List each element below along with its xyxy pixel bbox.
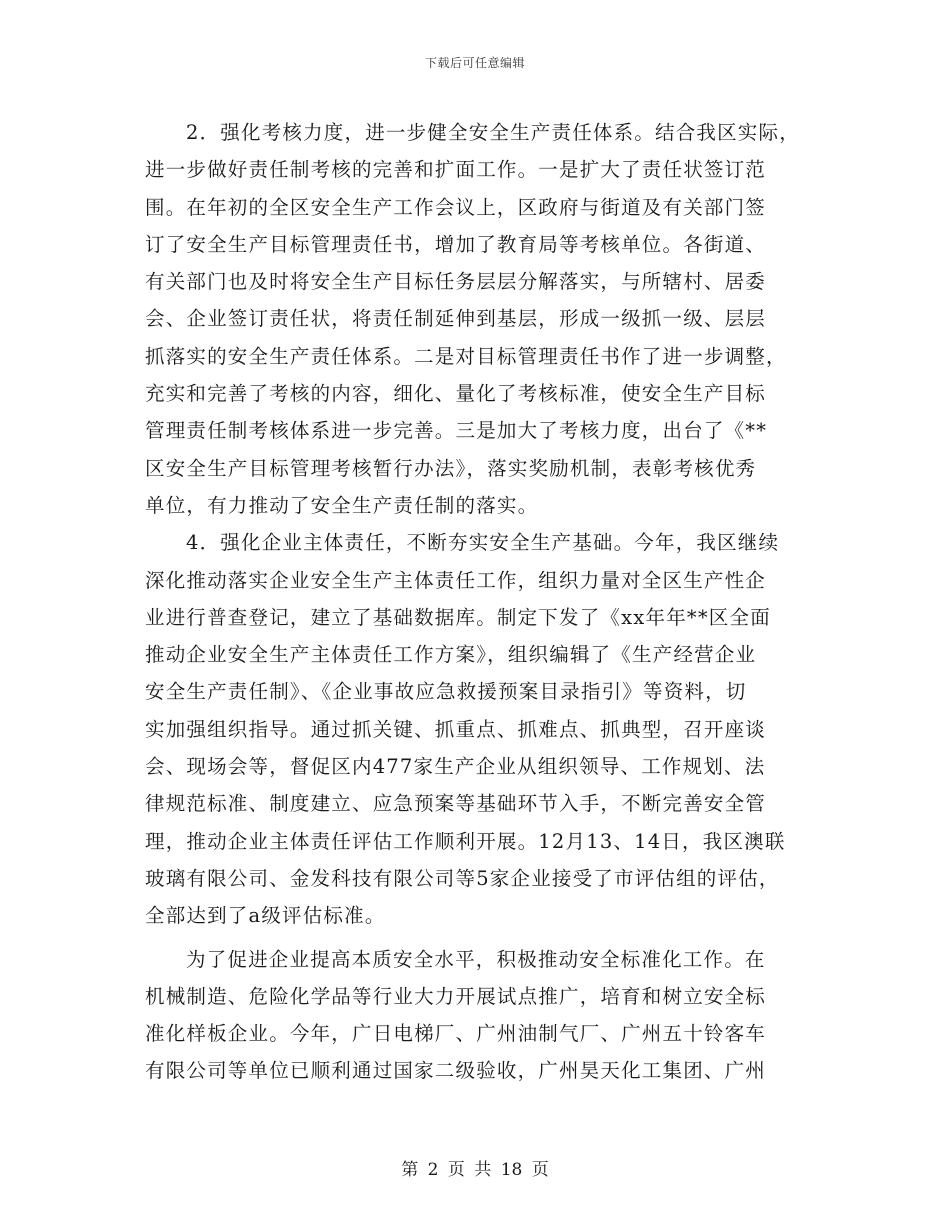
paragraph-line: 深化推动落实企业安全生产主体责任工作，组织力量对全区生产性企 bbox=[145, 568, 767, 592]
paragraph-line: 机械制造、危险化学品等行业大力开展试点推广，培育和树立安全标 bbox=[145, 984, 767, 1008]
paragraph-line: 实加强组织指导。通过抓关键、抓重点、抓难点、抓典型，召开座谈 bbox=[145, 717, 767, 741]
paragraph-line: 安全生产责任制》、《企业事故应急救援预案目录指引》等资料，切 bbox=[145, 680, 747, 704]
paragraph-line: 推动企业安全生产主体责任工作方案》，组织编辑了《生产经营企业 bbox=[145, 643, 757, 667]
paragraph-line: 业进行普查登记，建立了基础数据库。制定下发了《xx年年**区全面 bbox=[145, 605, 771, 629]
paragraph-line: 进一步做好责任制考核的完善和扩面工作。一是扩大了责任状签订范 bbox=[145, 158, 767, 182]
paragraph-line: 区安全生产目标管理考核暂行办法》，落实奖励机制，表彰考核优秀 bbox=[145, 456, 757, 480]
paragraph-line: 2．强化考核力度，进一步健全安全生产责任体系。结合我区实际， bbox=[186, 121, 800, 144]
page-header-note: 下载后可任意编辑 bbox=[424, 56, 525, 70]
paragraph-line: 围。在年初的全区安全生产工作会议上，区政府与街道及有关部门签 bbox=[145, 195, 767, 219]
paragraph-line: 准化样板企业。今年，广日电梯厂、广州油制气厂、广州五十铃客车 bbox=[145, 1022, 767, 1046]
paragraph-line: 订了安全生产目标管理责任书，增加了教育局等考核单位。各街道、 bbox=[145, 232, 767, 256]
paragraph-line: 玻璃有限公司、金发科技有限公司等5家企业接受了市评估组的评估， bbox=[145, 866, 780, 890]
paragraph-line: 4．强化企业主体责任，不断夯实安全生产基础。今年，我区继续 bbox=[186, 531, 780, 555]
paragraph-line: 有限公司等单位已顺利通过国家二级验收，广州昊天化工集团、广州 bbox=[145, 1059, 767, 1083]
paragraph-line: 理，推动企业主体责任评估工作顺利开展。12月13、14日，我区澳联 bbox=[145, 829, 786, 853]
paragraph-line: 充实和完善了考核的内容，细化、量化了考核标准，使安全生产目标 bbox=[145, 382, 767, 406]
document-body bbox=[145, 114, 825, 1090]
paragraph-line: 有关部门也及时将安全生产目标任务层层分解落实，与所辖村、居委 bbox=[145, 270, 767, 294]
paragraph-line: 会、企业签订责任状，将责任制延伸到基层，形成一级抓一级、层层 bbox=[145, 307, 767, 331]
paragraph-line: 抓落实的安全生产责任体系。二是对目标管理责任书作了进一步调整， bbox=[145, 344, 787, 368]
paragraph-line: 律规范标准、制度建立、应急预案等基础环节入手，不断完善安全管 bbox=[145, 792, 767, 816]
paragraph-line: 管理责任制考核体系进一步完善。三是加大了考核力度，出台了《** bbox=[145, 419, 768, 443]
paragraph-line: 单位，有力推动了安全生产责任制的落实。 bbox=[145, 493, 539, 517]
paragraph-line: 为了促进企业提高本质安全水平，积极推动安全标准化工作。在 bbox=[186, 947, 766, 971]
paragraph-line: 全部达到了a级评估标准。 bbox=[145, 904, 386, 928]
paragraph-line: 会、现场会等，督促区内477家生产企业从组织领导、工作规划、法 bbox=[145, 755, 766, 779]
page-number: 第 2 页 共 18 页 bbox=[401, 1160, 549, 1180]
